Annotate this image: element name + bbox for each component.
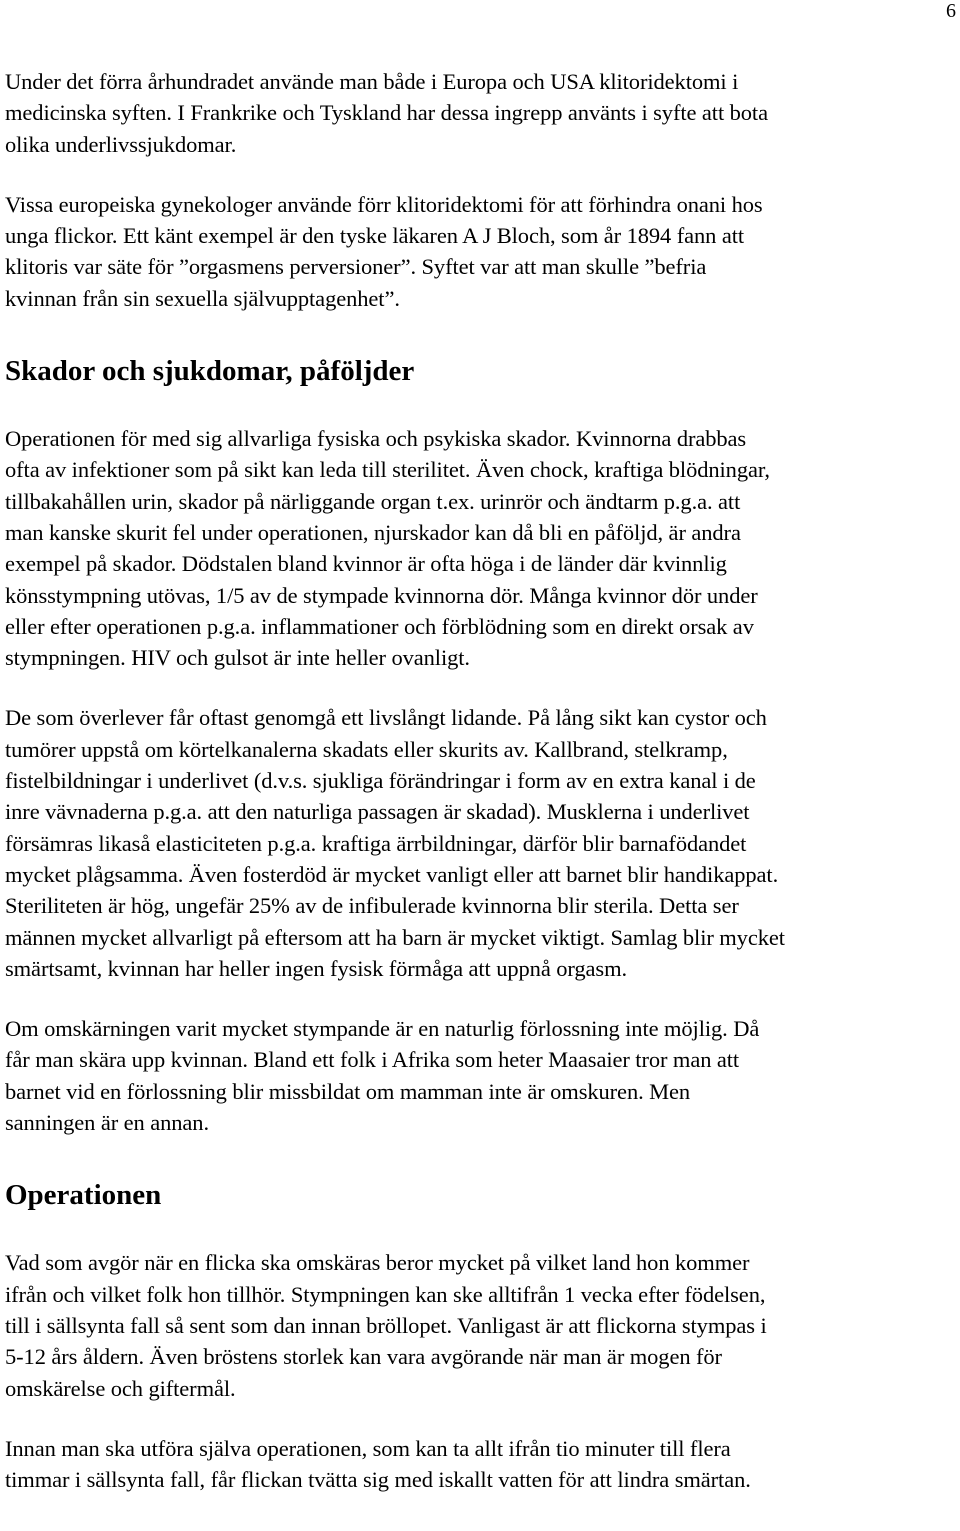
text-line: mycket plågsamma. Även fosterdöd är mycket vanligt eller att barnet blir handikappat. bbox=[5, 861, 779, 887]
text-line: Om omskärningen varit mycket stympande är en naturlig förlossning inte möjlig. Då bbox=[5, 1016, 760, 1042]
text-line: sanningen är en annan. bbox=[5, 1110, 209, 1136]
text-line: Vad som avgör när en flicka ska omskäras beror mycket på vilket land hon kommer bbox=[5, 1250, 750, 1276]
text-line: Vissa europeiska gynekologer använde förr klitoridektomi för att förhindra onani hos bbox=[5, 191, 763, 217]
text-line: könsstympning utövas, 1/5 av de stympade kvinnorna dör. Många kvinnor dör under bbox=[5, 582, 758, 608]
text-line: männen mycket allvarligt på eftersom att ha barn är mycket viktigt. Samlag blir mycket bbox=[5, 924, 785, 950]
text-line: till i sällsynta fall så sent som dan innan bröllopet. Vanligast är att flickorna stympas i bbox=[5, 1312, 767, 1338]
text-line: får man skära upp kvinnan. Bland ett folk i Afrika som heter Maasaier tror man att bbox=[5, 1047, 740, 1073]
text-line: kvinnan från sin sexuella självupptagenhet”. bbox=[5, 285, 400, 311]
paragraph-timing bbox=[5, 1247, 957, 1403]
text-line: tumörer uppstå om körtelkanalerna skadats eller skurits av. Kallbrand, stelkramp, bbox=[5, 736, 728, 762]
text-line: stympningen. HIV och gulsot är inte heller ovanligt. bbox=[5, 645, 470, 671]
document-body bbox=[5, 66, 957, 1495]
text-line: olika underlivssjukdomar. bbox=[5, 131, 237, 157]
paragraph-injuries bbox=[5, 423, 957, 673]
text-line: omskärelse och giftermål. bbox=[5, 1375, 236, 1401]
text-line: timmar i sällsynta fall, får flickan tvätta sig med iskallt vatten för att lindra smärtan. bbox=[5, 1467, 751, 1493]
paragraph-childbirth bbox=[5, 1013, 957, 1138]
text-line: man kanske skurit fel under operationen, njurskador kan då bli en påföljd, är andra bbox=[5, 519, 741, 545]
text-line: ofta av infektioner som på sikt kan leda till sterilitet. Även chock, kraftiga blödningar, bbox=[5, 457, 770, 483]
paragraph-preparation bbox=[5, 1433, 957, 1496]
text-line: Operationen för med sig allvarliga fysiska och psykiska skador. Kvinnorna drabbas bbox=[5, 426, 747, 452]
text-line: De som överlever får oftast genomgå ett livslångt lidande. På lång sikt kan cystor och bbox=[5, 705, 767, 731]
paragraph-history bbox=[5, 66, 957, 160]
text-line: inre vävnaderna p.g.a. att den naturliga passagen är skadad). Musklerna i underlivet bbox=[5, 799, 750, 825]
text-line: tillbakahållen urin, skador på närliggande organ t.ex. urinrör och ändtarm p.g.a. att bbox=[5, 488, 741, 514]
section-heading-operation: Operationen bbox=[5, 1179, 162, 1212]
text-line: smärtsamt, kvinnan har heller ingen fysisk förmåga att uppnå orgasm. bbox=[5, 955, 628, 981]
text-line: ifrån och vilket folk hon tillhör. Stympningen kan ske alltifrån 1 vecka efter födelsen, bbox=[5, 1281, 766, 1307]
text-line: medicinska syften. I Frankrike och Tyskland har dessa ingrepp använts i syfte att bota bbox=[5, 100, 768, 126]
text-line: fistelbildningar i underlivet (d.v.s. sjukliga förändringar i form av en extra kanal i de bbox=[5, 768, 756, 794]
text-line: Under det förra århundradet använde man både i Europa och USA klitoridektomi i bbox=[5, 69, 739, 94]
text-line: Innan man ska utföra själva operationen, som kan ta allt ifrån tio minuter till flera bbox=[5, 1435, 731, 1461]
text-line: klitoris var säte för ”orgasmens perversioner”. Syftet var att man skulle ”befria bbox=[5, 254, 707, 280]
text-line: eller efter operationen p.g.a. inflammationer och förblödning som en direkt orsak av bbox=[5, 613, 754, 639]
paragraph-long-term-suffering bbox=[5, 702, 957, 984]
section-heading-injuries: Skador och sjukdomar, påföljder bbox=[5, 355, 415, 388]
text-line: exempel på skador. Dödstalen bland kvinnor är ofta höga i de länder där kvinnlig bbox=[5, 551, 727, 577]
paragraph-gynecologists bbox=[5, 189, 957, 314]
text-line: 5-12 års åldern. Även bröstens storlek kan vara avgörande när man är mogen för bbox=[5, 1344, 722, 1370]
text-line: Steriliteten är hög, ungefär 25% av de infibulerade kvinnorna blir sterila. Detta ser bbox=[5, 893, 739, 919]
text-line: unga flickor. Ett känt exempel är den tyske läkaren A J Bloch, som år 1894 fann att bbox=[5, 223, 745, 249]
text-line: barnet vid en förlossning blir missbildat om mamman inte är omskuren. Men bbox=[5, 1078, 691, 1104]
text-line: försämras likaså elasticiteten p.g.a. kraftiga ärrbildningar, därför blir barnafödandet bbox=[5, 830, 747, 856]
page-number: 6 bbox=[946, 0, 956, 22]
